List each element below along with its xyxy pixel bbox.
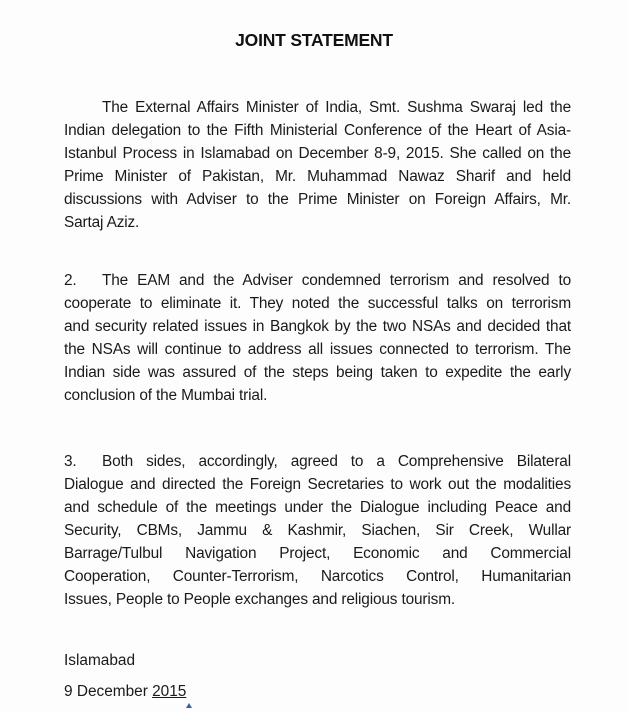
paragraph-line: conclusion of the Mumbai trial. (64, 387, 268, 404)
paragraph-line: Cooperation, Counter-Terrorism, Narcotics Control, Humanitarian (64, 568, 571, 585)
paragraph-line: Dialogue and directed the Foreign Secretaries to work out the modalities (64, 476, 571, 493)
signing-place: Islamabad (64, 652, 136, 669)
paragraph-line: Istanbul Process in Islamabad on December 8-9, 2015. She called on the (64, 145, 571, 162)
paragraph-number: 2. (64, 272, 77, 289)
text-cursor-caret-icon (186, 703, 192, 708)
paragraph-line: Sartaj Aziz. (64, 214, 140, 231)
paragraph-line: Indian delegation to the Fifth Ministerial Conference of the Heart of Asia- (64, 122, 571, 139)
paragraph-line: The External Affairs Minister of India, Smt. Sushma Swaraj led the (102, 99, 571, 116)
paragraph-line: and security related issues in Bangkok by the two NSAs and decided that (64, 318, 571, 335)
date-day-month: 9 December (64, 683, 153, 700)
paragraph-3 (64, 450, 571, 611)
paragraph-number: 3. (64, 453, 77, 470)
paragraph-line: 2. The EAM and the Adviser condemned terrorism and resolved to (64, 269, 571, 292)
paragraph-line: and schedule of the meetings under the Dialogue including Peace and (64, 499, 571, 516)
signing-date (64, 680, 186, 703)
paragraph-line: Security, CBMs, Jammu & Kashmir, Siachen, Sir Creek, Wullar (64, 522, 571, 539)
paragraph-line: Barrage/Tulbul Navigation Project, Economic and Commercial (64, 545, 571, 562)
paragraph-line: discussions with Adviser to the Prime Minister on Foreign Affairs, Mr. (64, 191, 571, 208)
paragraph-line: 3. Both sides, accordingly, agreed to a Comprehensive Bilateral (64, 450, 571, 473)
paragraph-line: Issues, People to People exchanges and religious tourism. (64, 591, 455, 608)
paragraph-1 (64, 96, 571, 234)
paragraph-line: cooperate to eliminate it. They noted the successful talks on terrorism (64, 295, 571, 312)
paragraph-line: the NSAs will continue to address all issues connected to terrorism. The (64, 341, 571, 358)
paragraph-2 (64, 269, 571, 407)
document-title: JOINT STATEMENT (235, 30, 393, 50)
date-year: 2015 (152, 683, 187, 700)
paragraph-line: Prime Minister of Pakistan, Mr. Muhammad Nawaz Sharif and held (64, 168, 571, 185)
paragraph-line: Indian side was assured of the steps being taken to expedite the early (64, 364, 571, 381)
